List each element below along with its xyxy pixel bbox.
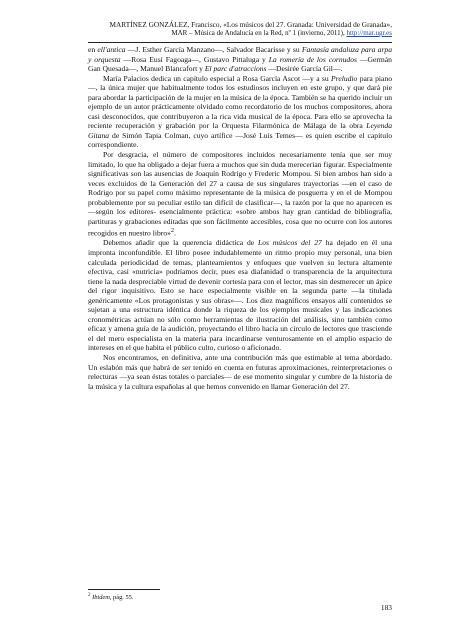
- footnote-ref[interactable]: 2: [170, 227, 175, 235]
- footnote-number: 2: [88, 593, 91, 598]
- p1-text-d: —Germán Gan Quesada—, Manuel Blancafort y: [88, 54, 392, 74]
- p1-text-c: —Rosa Eusí Fagoaga—, Gustavo Pittaluga y: [120, 54, 269, 64]
- p1-italic-2: Fantasía andaluza para arpa y orquesta: [88, 45, 392, 64]
- header-rule: [88, 42, 392, 43]
- journal-link[interactable]: http://mar.ugr.es: [346, 29, 392, 37]
- paragraph-5: [88, 353, 392, 391]
- footnote-rule: [88, 589, 160, 590]
- p4-text-a: Debemos añadir que la querencia didáctica de: [103, 238, 258, 248]
- p1-italic-3: La romería de los cornudos: [268, 54, 357, 64]
- footnote: [88, 592, 133, 602]
- p1-italic-4: El parc d'atraccions: [204, 64, 267, 74]
- p2-text-c: de Simón Tapia Colman, cuyo artífice —José Luis Temes— es quien escribe el capítulo correspondiente.: [88, 130, 392, 150]
- article-body: [88, 45, 392, 391]
- p1-text-a: en: [88, 45, 96, 54]
- p2-italic-2: Leyenda Gitana: [88, 121, 392, 140]
- p2-text-b: para piano—, la única mujer que habitualmente todos los estudiosos incluyen en este grupo, y que dará pie para abordar la participación de la mujer en la música de la época. También se ha querido incluir un ejemplo de un autor prácticamente olvidado como recordatorio de los muchos compositores, ahora casi desconocidos, que contribuyeron a la rica vida musical de la época. Para ello se aprovecha la reciente recuperación y grabación por la Orquesta Filarmónica de Málaga de la obra: [88, 73, 393, 131]
- paragraph-4: [88, 238, 392, 353]
- p1-text-e: —Desirée García Gil—.: [266, 64, 343, 74]
- header-journal: [88, 29, 392, 38]
- running-header: [88, 20, 392, 38]
- p1-text-b: —J. Esther García Manzano—, Salvador Bacarisse y su: [125, 45, 302, 54]
- page-number: 183: [380, 603, 392, 612]
- p3-end: .: [174, 228, 176, 238]
- p4-italic-1: Los músicos del 27: [258, 238, 322, 248]
- footnote-italic: Ibidem: [92, 594, 110, 602]
- p5-text: Nos encontramos, en definitiva, ante una contribución más que estimable al tema abordado. Un eslabón más que habrá de ser tenido en cuenta en futuras aproximaciones, reinterpretaciones o relecturas —ya sean éstas totales o parciales— de ese momento singular y cumbre de la historia de la música y la cultura españolas al que hemos convenido en llamar Generación del 27.: [88, 353, 392, 391]
- footnote-text: , pág. 55.: [109, 594, 134, 602]
- header-journal-text: MAR – Música de Andalucía en la Red, nº 1 (invierno, 2011),: [171, 29, 347, 37]
- p4-text-b: ha dejado en él una impronta inconfundible. El libro posee indudablemente un ritmo propio muy personal, una bien calculada periodicidad de temas, planteamientos y enfoques que vuelven su lectura altamente efectiva, casi «nutricia» podríamos decir, pues esa diafanidad o transparencia de la arquitectura tiene la nada despreciable virtud de devenir cortesía para con el lector, mas sin desmerecer un ápice del rigor inquisitivo. Esto se hace especialmente visible en la segunda parte —la titulada genéricamente «Los protagonistas y sus obras»—. Los diez magníficos ensayos allí contenidos se sujetan a una estructura idéntica donde la riqueza de los ejemplos musicales y las indicaciones cronométricas actúan no sólo como herramientas de ilustración del análisis, sino también como eficaz y amena guía de la audición, proyectando el libro hacia un círculo de lectores que trasciende el del mero especialista en la materia para incardinarse venturosamente en el amplio espacio de intereses en el que habita el público culto, curioso o aficionado.: [88, 238, 392, 353]
- paragraph-1: [88, 45, 392, 74]
- p2-text-a: María Palacios dedica un capítulo especial a Rosa García Ascot —y a su: [103, 73, 332, 83]
- p3-text: Por desgracia, el número de compositores incluidos necesariamente tenía que ser muy limitado, lo que ha obligado a dejar fuera a muchos que sin duda merecerían figurar. Especialmente significativas son las ausencias de Joaquín Rodrigo y Frederic Mompou. Si bien ambos han sido a veces excluidos de la Generación del 27 a causa de sus singulares trayectorias —en el caso de Rodrigo por su papel como máximo representante de la música de posguerra y en el de Mompou probablemente por su peculiar estilo tan difícil de clasificar—, la razón por la que no aparecen es —según los editores- esencialmente práctica: «sobre ambos hay gran cantidad de bibliografía, partituras y grabaciones editadas que son fácilmente accesibles, cosa que no ocurre con los autores recogidos en nuestro libro»: [88, 150, 392, 238]
- p1-italic-1: ell'antica: [97, 45, 126, 54]
- paragraph-2: [88, 74, 392, 150]
- paragraph-3: [88, 150, 392, 238]
- p2-italic-1: Preludio: [331, 73, 358, 83]
- header-citation: MARTÍNEZ GONZÁLEZ, Francisco, «Los músicos del 27. Granada: Universidad de Granada»,: [109, 20, 392, 29]
